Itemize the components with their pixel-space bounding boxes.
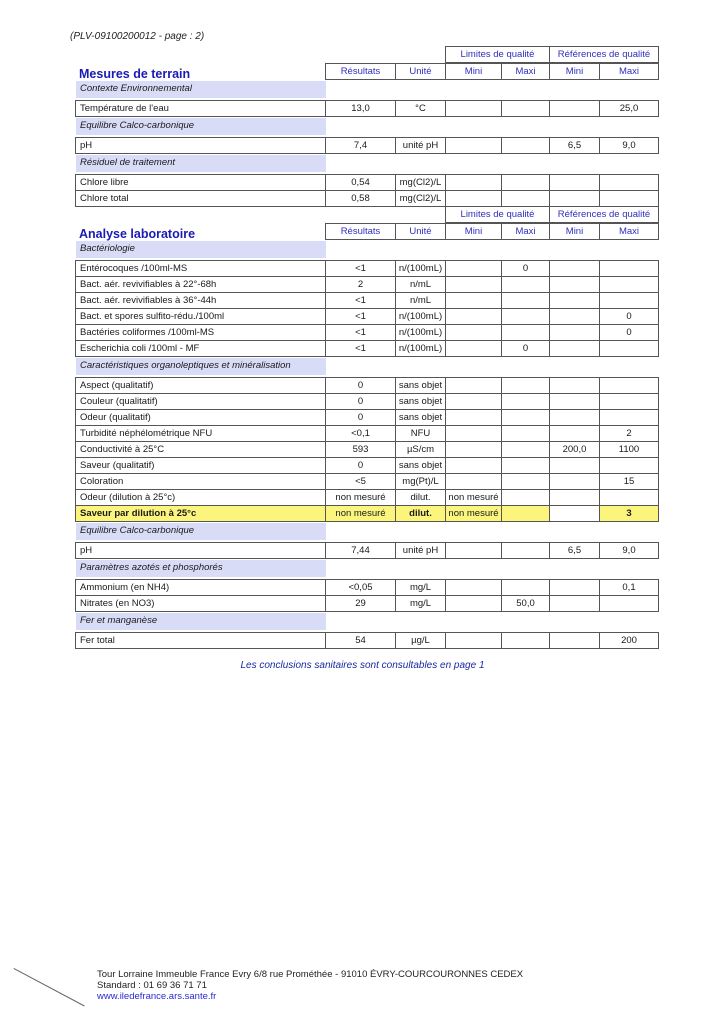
parameter-label: Coloration [75,473,326,490]
reference-max-value [599,292,659,309]
section-title: Analyse laboratoire [79,227,196,241]
unit-value: n/(100mL) [395,340,446,357]
header-spacer [326,47,396,64]
header-references-qualite: Références de qualité [549,46,659,63]
reference-max-value [599,377,659,394]
limit-max-value [501,505,550,522]
unit-value: n/(100mL) [395,260,446,277]
result-value: 0,58 [325,190,396,207]
reference-max-value: 200 [599,632,659,649]
parameter-label: Conductivité à 25°C [75,441,326,458]
result-value: 7,4 [325,137,396,154]
header-spacer [76,207,326,224]
limit-min-value [445,542,502,559]
reference-max-value: 2 [599,425,659,442]
reference-max-value [599,489,659,506]
limit-max-value [501,308,550,325]
parameter-label: Couleur (qualitatif) [75,393,326,410]
reference-max-value [599,260,659,277]
header-resultats: Résultats [325,63,396,80]
limit-min-value [445,340,502,357]
table-row [76,490,660,506]
limit-min-value [445,441,502,458]
result-value: <1 [325,308,396,325]
limit-min-value: non mesuré [445,505,502,522]
header-spacer [76,47,326,64]
limit-min-value [445,579,502,596]
reference-max-value: 0,1 [599,579,659,596]
reference-max-value [599,340,659,357]
table-row [76,325,660,341]
limit-max-value: 0 [501,340,550,357]
reference-max-value: 0 [599,324,659,341]
parameter-label: Nitrates (en NO3) [75,595,326,612]
reference-max-value: 3 [599,505,659,522]
limit-min-value [445,377,502,394]
table-row [76,410,660,426]
reference-min-value [549,174,600,191]
limit-max-value [501,457,550,474]
parameter-label: Bact. et spores sulfito-rédu./100ml [75,308,326,325]
limit-min-value [445,425,502,442]
limit-max-value [501,542,550,559]
unit-value: sans objet [395,393,446,410]
limit-min-value [445,632,502,649]
reference-min-value: 6,5 [549,137,600,154]
category-heading: Bactériologie [76,241,326,258]
result-value: <1 [325,324,396,341]
section-analyse-laboratoire [76,207,660,650]
table-row [76,378,660,394]
limit-max-value [501,441,550,458]
parameter-label: Bactéries coliformes /100ml-MS [75,324,326,341]
result-value: <1 [325,292,396,309]
parameter-label: Bact. aér. revivifiables à 22°-68h [75,276,326,293]
limit-max-value [501,425,550,442]
header-reference-maxi: Maxi [599,63,659,80]
limit-min-value [445,100,502,117]
limit-max-value [501,100,550,117]
limit-min-value [445,190,502,207]
parameter-label: Bact. aér. revivifiables à 36°-44h [75,292,326,309]
reference-min-value [549,489,600,506]
unit-value: dilut. [395,489,446,506]
reference-min-value [549,457,600,474]
header-limites-qualite: Limites de qualité [445,206,550,223]
limit-max-value [501,137,550,154]
reference-max-value [599,190,659,207]
parameter-label: Turbidité néphélométrique NFU [75,425,326,442]
limit-min-value [445,260,502,277]
limit-max-value [501,473,550,490]
unit-value: sans objet [395,377,446,394]
limit-min-value [445,292,502,309]
category-heading: Equilibre Calco-carbonique [76,118,326,135]
parameter-label: Saveur (qualitatif) [75,457,326,474]
header-spacer [396,207,446,224]
unit-value: µS/cm [395,441,446,458]
table-row [76,474,660,490]
table-row [76,261,660,277]
parameter-label: Température de l'eau [75,100,326,117]
unit-value: sans objet [395,409,446,426]
header-limites-qualite: Limites de qualité [445,46,550,63]
reference-max-value [599,276,659,293]
table-row [76,101,660,117]
limit-min-value [445,324,502,341]
unit-value: mg(Cl2)/L [395,174,446,191]
parameter-label: Entérocoques /100ml-MS [75,260,326,277]
header-limite-mini: Mini [445,63,502,80]
parameter-label: Saveur par dilution à 25°c [75,505,326,522]
result-value: 29 [325,595,396,612]
parameter-label: Aspect (qualitatif) [75,377,326,394]
limit-min-value [445,409,502,426]
result-value: 7,44 [325,542,396,559]
header-spacer [326,207,396,224]
reference-min-value [549,324,600,341]
parameter-label: Odeur (dilution à 25°c) [75,489,326,506]
section-title: Mesures de terrain [79,67,191,81]
unit-value: mg/L [395,579,446,596]
limit-max-value [501,632,550,649]
reference-max-value [599,409,659,426]
unit-value: mg(Pt)/L [395,473,446,490]
unit-value: n/mL [395,276,446,293]
reference-min-value [549,340,600,357]
reference-min-value [549,276,600,293]
limit-min-value [445,595,502,612]
reference-min-value [549,190,600,207]
section-mesures-terrain [76,47,660,208]
reference-max-value: 1100 [599,441,659,458]
result-value: 0,54 [325,174,396,191]
limit-min-value [445,276,502,293]
header-unite: Unité [395,223,446,240]
footer-phone: Standard : 01 69 36 71 71 [97,980,207,991]
limit-min-value: non mesuré [445,489,502,506]
unit-value: mg(Cl2)/L [395,190,446,207]
header-limite-maxi: Maxi [501,223,550,240]
unit-value: sans objet [395,457,446,474]
parameter-label: Odeur (qualitatif) [75,409,326,426]
table-row [76,458,660,474]
limit-max-value [501,276,550,293]
unit-value: n/(100mL) [395,308,446,325]
footer [97,969,523,1002]
limit-max-value [501,292,550,309]
category-heading: Paramètres azotés et phosphorés [76,560,326,577]
unit-value: n/(100mL) [395,324,446,341]
reference-max-value [599,174,659,191]
table-row [76,309,660,325]
reference-min-value [549,505,600,522]
result-value: 2 [325,276,396,293]
header-reference-maxi: Maxi [599,223,659,240]
limit-max-value: 50,0 [501,595,550,612]
reference-min-value [549,260,600,277]
parameter-label: pH [75,542,326,559]
table-row [76,543,660,559]
page-reference: (PLV-09100200012 - page : 2) [70,31,205,42]
category-heading: Fer et manganèse [76,613,326,630]
unit-value: °C [395,100,446,117]
table-row [76,394,660,410]
header-spacer [396,47,446,64]
reference-max-value: 15 [599,473,659,490]
limit-min-value [445,393,502,410]
limit-max-value [501,579,550,596]
limit-min-value [445,473,502,490]
limit-max-value [501,393,550,410]
reference-max-value [599,393,659,410]
parameter-label: Chlore total [75,190,326,207]
reference-min-value [549,308,600,325]
reference-min-value [549,292,600,309]
limit-max-value: 0 [501,260,550,277]
reference-max-value: 9,0 [599,542,659,559]
result-value: 54 [325,632,396,649]
table-row [76,341,660,357]
reference-min-value [549,425,600,442]
limit-min-value [445,137,502,154]
table-row [76,293,660,309]
header-limite-mini: Mini [445,223,502,240]
limit-max-value [501,174,550,191]
header-resultats: Résultats [325,223,396,240]
table-row [76,175,660,191]
category-heading: Caractéristiques organoleptiques et minéralisation [76,358,326,375]
parameter-label: Escherichia coli /100ml - MF [75,340,326,357]
reference-max-value: 0 [599,308,659,325]
table-row [76,426,660,442]
unit-value: unité pH [395,137,446,154]
result-value: <1 [325,260,396,277]
limit-min-value [445,457,502,474]
footer-website-link[interactable]: www.iledefrance.ars.sante.fr [97,991,217,1002]
limit-min-value [445,308,502,325]
parameter-label: Ammonium (en NH4) [75,579,326,596]
result-value: non mesuré [325,489,396,506]
unit-value: dilut. [395,505,446,522]
result-value: <1 [325,340,396,357]
result-value: 0 [325,409,396,426]
category-heading: Equilibre Calco-carbonique [76,523,326,540]
reference-min-value [549,473,600,490]
reference-min-value [549,393,600,410]
header-unite: Unité [395,63,446,80]
reference-max-value: 9,0 [599,137,659,154]
unit-value: NFU [395,425,446,442]
parameter-label: pH [75,137,326,154]
header-reference-mini: Mini [549,223,600,240]
table-row [76,506,660,522]
limit-max-value [501,324,550,341]
table-row [76,138,660,154]
result-value: 0 [325,457,396,474]
reference-max-value [599,457,659,474]
limit-max-value [501,489,550,506]
limit-max-value [501,377,550,394]
reference-min-value [549,595,600,612]
reference-min-value [549,377,600,394]
unit-value: unité pH [395,542,446,559]
result-value: 593 [325,441,396,458]
result-value: <0,1 [325,425,396,442]
decorative-line [14,968,85,1006]
limit-max-value [501,409,550,426]
result-value: <0,05 [325,579,396,596]
table-row [76,580,660,596]
reference-min-value [549,632,600,649]
result-value: <5 [325,473,396,490]
limit-min-value [445,174,502,191]
reference-min-value: 6,5 [549,542,600,559]
result-value: 13,0 [325,100,396,117]
conclusions-note: Les conclusions sanitaires sont consultables en page 1 [240,660,485,671]
unit-value: mg/L [395,595,446,612]
table-row [76,277,660,293]
parameter-label: Chlore libre [75,174,326,191]
unit-value: n/mL [395,292,446,309]
result-value: 0 [325,377,396,394]
parameter-label: Fer total [75,632,326,649]
category-heading: Contexte Environnemental [76,81,326,98]
reference-max-value [599,595,659,612]
result-value: non mesuré [325,505,396,522]
table-row [76,442,660,458]
header-reference-mini: Mini [549,63,600,80]
limit-max-value [501,190,550,207]
reference-min-value [549,100,600,117]
result-value: 0 [325,393,396,410]
reference-max-value: 25,0 [599,100,659,117]
reference-min-value: 200,0 [549,441,600,458]
table-row [76,633,660,649]
footer-address: Tour Lorraine Immeuble France Evry 6/8 rue Prométhée - 91010 ÉVRY-COURCOURONNES CEDEX [97,969,524,980]
unit-value: µg/L [395,632,446,649]
header-limite-maxi: Maxi [501,63,550,80]
table-row [76,191,660,207]
table-row [76,596,660,612]
category-heading: Résiduel de traitement [76,155,326,172]
reference-min-value [549,579,600,596]
header-references-qualite: Références de qualité [549,206,659,223]
reference-min-value [549,409,600,426]
